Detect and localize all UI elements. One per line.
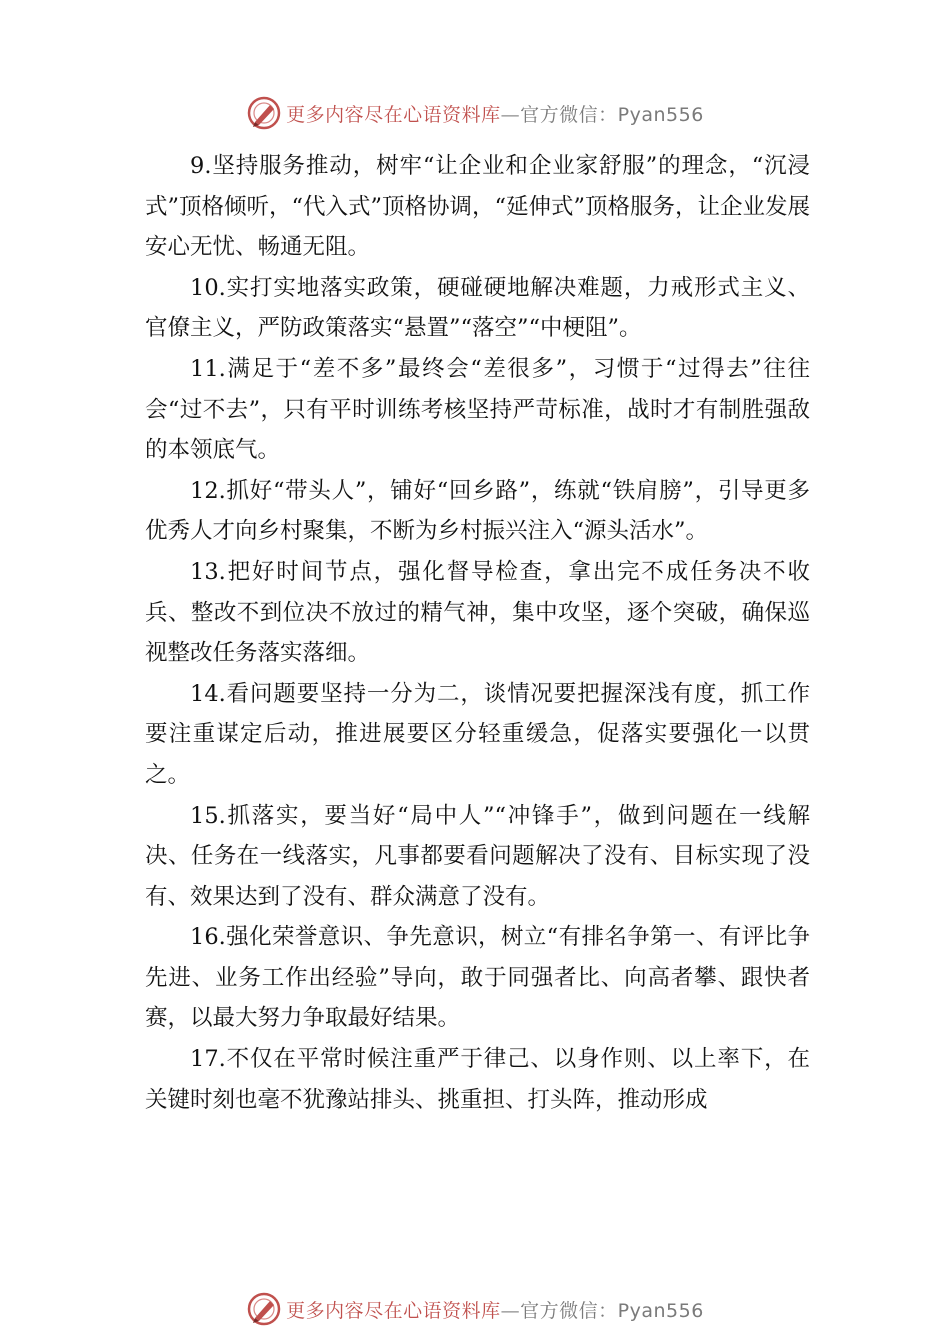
paragraph-16: 16.强化荣誉意识、争先意识，树立“有排名争第一、有评比争先进、业务工作出经验”导向，敢于同强者比、向高者攀、跟快者赛，以最大努力争取最好结果。: [145, 924, 810, 1032]
footer-banner-wechat: 官方微信：Pyan556: [520, 1299, 704, 1322]
footer-banner-dash: —: [500, 1299, 521, 1322]
paragraph-11: 11.满足于“差不多”最终会“差很多”，习惯于“过得去”往往会“过不去”，只有平时训练考核坚持严苛标准，战时才有制胜强敌的本领底气。: [145, 355, 810, 464]
header-banner: [0, 93, 950, 133]
header-banner-wechat: 官方微信：Pyan556: [520, 103, 704, 126]
paragraph-10: 10.实打实地落实政策，硬碰硬地解决难题，力戒形式主义、官僚主义，严防政策落实“悬置”“落空”“中梗阻”。: [145, 274, 810, 342]
header-banner-text: [286, 100, 704, 127]
header-banner-dash: —: [500, 103, 521, 126]
paragraph-13: 13.把好时间节点，强化督导检查，拿出完不成任务决不收兵、整改不到位决不放过的精气神，集中攻坚，逐个突破，确保巡视整改任务落实落细。: [145, 558, 810, 667]
pen-logo-icon: [246, 95, 282, 131]
paragraph-12: 12.抓好“带头人”，铺好“回乡路”，练就“铁肩膀”，引导更多优秀人才向乡村聚集，不断为乡村振兴注入“源头活水”。: [145, 477, 810, 545]
footer-banner: [0, 1289, 950, 1329]
footer-banner-red: 更多内容尽在心语资料库: [286, 1299, 501, 1322]
paragraph-9: 9.坚持服务推动，树牢“让企业和企业家舒服”的理念，“沉浸式”顶格倾听，“代入式”顶格协调，“延伸式”顶格服务，让企业发展安心无忧、畅通无阻。: [145, 153, 811, 261]
pen-logo-icon: [246, 1291, 282, 1327]
paragraph-17: 17.不仅在平常时候注重严于律己、以身作则、以上率下，在关键时刻也毫不犹豫站排头、挑重担、打头阵，推动形成: [145, 1046, 810, 1113]
header-banner-red: 更多内容尽在心语资料库: [286, 103, 501, 126]
paragraph-15: 15.抓落实，要当好“局中人”“冲锋手”，做到问题在一线解决、任务在一线落实，凡事都要看问题解决了没有、目标实现了没有、效果达到了没有、群众满意了没有。: [145, 802, 810, 910]
paragraph-14: 14.看问题要坚持一分为二，谈情况要把握深浅有度，抓工作要注重谋定后动，推进展要区分轻重缓急，促落实要强化一以贯之。: [145, 680, 810, 788]
document-body: [145, 146, 810, 1120]
footer-banner-text: [286, 1296, 704, 1323]
